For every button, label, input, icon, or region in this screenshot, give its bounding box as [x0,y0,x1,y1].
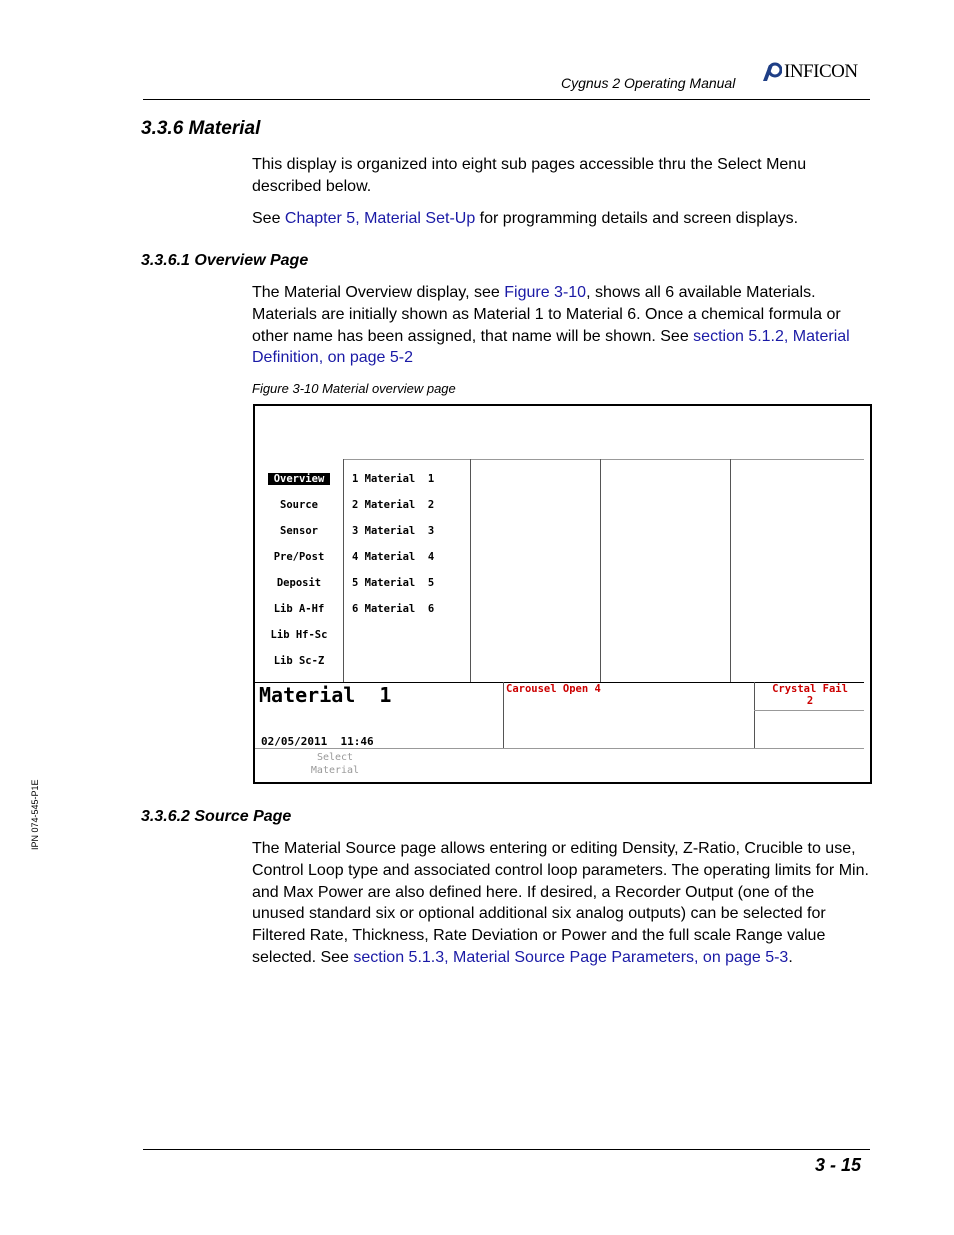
carousel-status: Carousel Open 4 [506,683,601,695]
source-paragraph [252,838,870,969]
overview-text-1: The Material Overview display, see [252,284,505,301]
grid-divider-4 [730,459,731,682]
grid-divider-1 [343,459,344,682]
menu-source[interactable]: Source [280,499,318,511]
status-divider-1 [503,682,504,748]
menu-lib-sc-z[interactable]: Lib Sc-Z [273,655,325,667]
crystal-line [754,710,864,711]
section-heading: 3.3.6 Material [141,118,261,139]
material-row-1[interactable]: 1 Material 1 [352,473,435,485]
chapter-5-link[interactable]: Chapter 5, Material Set-Up [284,210,476,227]
header-rule [143,99,870,100]
crystal-status [758,683,862,707]
menu-lib-a-hf[interactable]: Lib A-Hf [273,603,325,615]
material-row-4[interactable]: 4 Material 4 [352,551,435,563]
menu-sensor[interactable]: Sensor [280,525,318,537]
softkey-line-1: Select [316,752,354,763]
date-time: 02/05/2011 11:46 [261,735,374,748]
softkey-line-2: Material [310,765,360,776]
material-row-2[interactable]: 2 Material 2 [352,499,435,511]
crystal-status-line-2: 2 [806,695,814,707]
source-after: . [788,948,793,966]
overview-paragraph [252,282,870,369]
intro-see-paragraph [252,208,870,230]
manual-title: Cygnus 2 Operating Manual [561,75,736,91]
overview-heading: 3.3.6.1 Overview Page [141,252,309,269]
material-row-6[interactable]: 6 Material 6 [352,603,435,615]
intro-see-text: See [252,210,285,227]
inficon-logo [760,60,858,84]
logo-wordmark: INFICON [784,61,858,82]
section-5-1-2-link[interactable]: section 5.1.2, Material Definition, on page 5-2 [252,327,850,367]
menu-deposit[interactable]: Deposit [276,577,322,589]
grid-divider-2 [470,459,471,682]
figure-caption: Figure 3-10 Material overview page [252,381,456,396]
status-divider-2 [754,682,755,748]
figure-3-10-link[interactable]: Figure 3-10 [504,284,587,301]
grid-line-top [343,459,864,460]
menu-pre-post[interactable]: Pre/Post [273,551,325,563]
section-5-1-3-link[interactable]: section 5.1.3, Material Source Page Parameters, on page 5-3 [353,948,789,966]
page-number: 3 - 15 [815,1155,862,1175]
material-row-3[interactable]: 3 Material 3 [352,525,435,537]
material-row-5[interactable]: 5 Material 5 [352,577,435,589]
source-heading: 3.3.6.2 Source Page [141,808,292,825]
intro-see-after: for programming details and screen displays. [475,210,799,227]
material-overview-screen [253,404,872,784]
select-material-softkey[interactable] [295,751,375,777]
status-line-bottom [255,748,864,749]
grid-divider-3 [600,459,601,682]
source-text: The Material Source page allows entering or editing Density, Z-Ratio, Crucible to use, Control Loop type and associated control loop parameters. The operating limits for Min. and Max Power are also defined here. If desired, a Recorder Output (one of the unused standard six or optional additional six analog outputs) can be selected for Filtered Rate, Thickness, Rate Deviation or Power and the full scale Range value selected. See [252,840,869,966]
intro-paragraph: This display is organized into eight sub pages accessible thru the Select Menu described below. [252,156,807,195]
overview-text-2: , shows all 6 available Materials. Materials are initially shown as Material 1 to Material 6. Once a chemical formula or other name has been assigned, that name will be shown. See [252,284,841,345]
menu-lib-hf-sc[interactable]: Lib Hf-Sc [270,629,328,641]
current-material-label: Material 1 [259,683,392,707]
inficon-logo-icon [760,61,782,83]
menu-overview[interactable]: Overview [255,473,343,485]
crystal-status-line-1: Crystal Fail [772,683,848,695]
footer-rule [143,1149,870,1150]
ipn-label: IPN 074-545-P1E [30,779,40,850]
